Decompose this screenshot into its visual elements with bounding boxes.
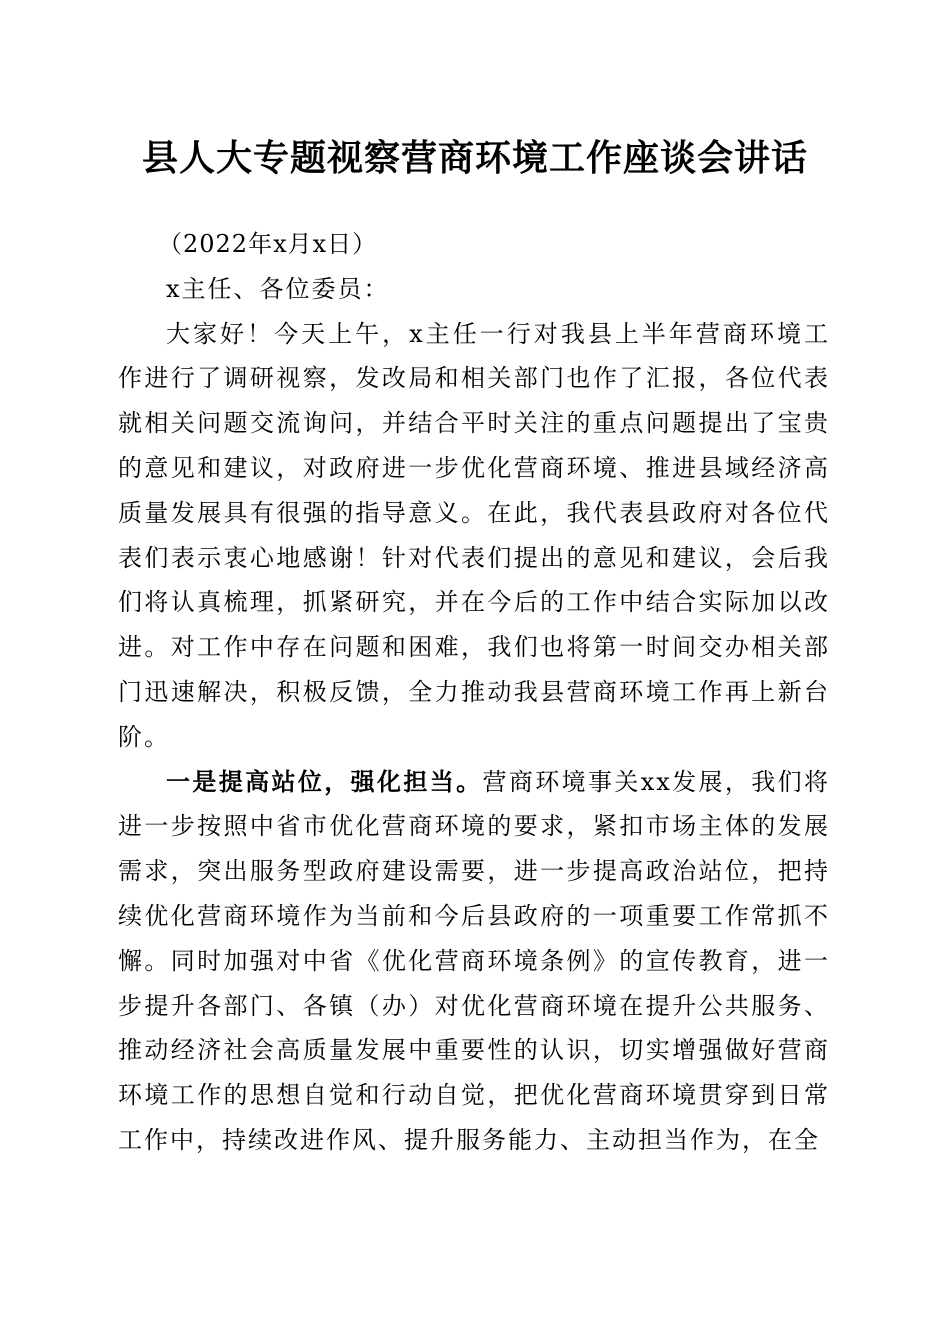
paragraph-point-one-lead: 一是提高站位，强化担当。: [166, 766, 483, 796]
salutation: x主任、各位委员：: [166, 274, 390, 303]
paragraph-intro-text: 大家好！今天上午，x主任一行对我县上半年营商环境工作进行了调研视察，发改局和相关部门也作了汇报，各位代表就相关问题交流询问，并结合平时关注的重点问题提出了宝贵的意见和建议，对政府进一步优化营商环境、推进县域经济高质量发展具有很强的指导意义。在此，我代表县政府对各位代表们表示衷心地感谢！针对代表们提出的意见和建议，会后我们将认真梳理，抓紧研究，并在今后的工作中结合实际加以改进。对工作中存在问题和困难，我们也将第一时间交办相关部门迅速解决，积极反馈，全力推动我县营商环境工作再上新台阶。: [118, 319, 830, 751]
paragraph-point-one-text: 营商环境事关xx发展，我们将进一步按照中省市优化营商环境的要求，紧扣市场主体的发展需求，突出服务型政府建设需要，进一步提高政治站位，把持续优化营商环境作为当前和今后县政府的一项重要工作常抓不懈。同时加强对中省《优化营商环境条例》的宣传教育，进一步提升各部门、各镇（办）对优化营商环境在提升公共服务、推动经济社会高质量发展中重要性的认识，切实增强做好营商环境工作的思想自觉和行动自觉，把优化营商环境贯穿到日常工作中，持续改进作风、提升服务能力、主动担当作为，在全: [118, 767, 830, 1154]
document-body: [118, 222, 830, 1163]
paragraph-point-one: [118, 760, 830, 1163]
paragraph-intro: [118, 312, 830, 760]
speech-date: （2022年x月x日）: [158, 230, 378, 258]
document-title: 县人大专题视察营商环境工作座谈会讲话: [141, 137, 808, 179]
